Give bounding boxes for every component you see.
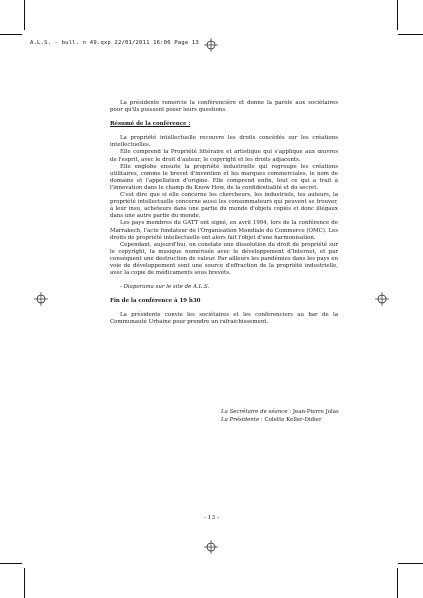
summary-paragraph: Elle englobe ensuite la propriété industrielle qui regroupe les créations utilitaires, comme le brevet d'invention et les marques commerciales, le nom de domaine et l'appellation d'origine. Elle comprend enfin, tout ce qui a trait à l'innovation dans le champ du Know How, de la confidentialité et du secret.	[110, 163, 338, 191]
signature-secretary	[221, 408, 361, 416]
summary-paragraph: Les pays membres du GATT ont signé, en avril 1994, lors de la conférence de Marrakech, l'acte fondateur de l'Organisation Mondiale du Commerce (OMC). Les droits de propriété intellectuelle ont alors fait l'objet d'une harmonisation.	[110, 220, 338, 241]
intro-paragraph: La présidente remercie la conférencière et donne la parole aux sociétaires pour qu'ils puissent poser leurs questions.	[110, 100, 338, 114]
page-number: - 13 -	[204, 515, 219, 521]
registration-mark-right	[375, 292, 389, 306]
signature-name: : Colette Keller-Didier	[259, 417, 322, 424]
crop-mark-bottom-right-v	[397, 568, 398, 598]
registration-mark-bottom-center	[204, 540, 218, 554]
registration-mark-top-center	[204, 38, 218, 52]
summary-paragraph: Elle comprend la Propriété littéraire et artistique qui s'applique aux œuvres de l'esprit, avec le droit d'auteur, le copyright et les droits adjacents.	[110, 149, 338, 163]
source-prefix: - Diaporama sur le site de	[120, 284, 194, 291]
signature-name: : Jean-Pierre Jolas	[287, 409, 339, 415]
signature-role: La Présidente	[221, 417, 260, 424]
crop-mark-top-left-v	[24, 0, 25, 30]
print-slug: A.L.S. - bull. n 49.qxp 22/01/2011 16:06 Page 13	[30, 40, 199, 46]
registration-mark-left	[34, 292, 48, 306]
summary-paragraph: C'est dire que si elle concerne les chercheurs, les industriels, les auteurs, la propriété intellectuelle concerne aussi les consommateurs qui peuvent se trouver, à leur insu, acheteurs dans une partie du monde d'objets copiés et donc illégaux dans une autre partie du monde.	[110, 192, 338, 220]
summary-heading: Résumé de la conférence :	[110, 121, 191, 128]
source-name: A.L.S.	[193, 284, 210, 291]
signature-role: La Secrétaire de séance	[221, 409, 288, 415]
page-body	[110, 100, 338, 327]
crop-mark-top-right-h	[398, 34, 423, 35]
crop-mark-top-left-h	[0, 34, 22, 35]
source-note	[110, 284, 338, 291]
end-heading: Fin de la conférence à 19 h30	[110, 298, 201, 305]
summary-paragraph: La propriété intellectuelle recouvre les droits concédés sur les créations intellectuelles.	[110, 135, 338, 149]
signature-block	[221, 408, 361, 424]
crop-mark-top-right-v	[397, 0, 398, 30]
crop-mark-bottom-left-h	[0, 563, 22, 564]
closing-paragraph: La présidente convie les sociétaires et les conférenciers au bar de la Communauté Urbaine pour prendre un rafraichissement.	[110, 312, 338, 326]
summary-paragraph: Cependant, aujourd'hui, on constate une dissolution du droit de propriété sur le copyright, la musique numérisée avec le développement d'Internet, et par conséquent une destruction de valeur. Par ailleurs les pandémies dans les pays en voie de développement sont une source d'effraction de la propriété industrielle, avec la copie de médicaments sous brevets.	[110, 241, 338, 277]
signature-president	[221, 416, 361, 424]
crop-mark-bottom-right-h	[398, 563, 423, 564]
crop-mark-bottom-left-v	[24, 568, 25, 598]
